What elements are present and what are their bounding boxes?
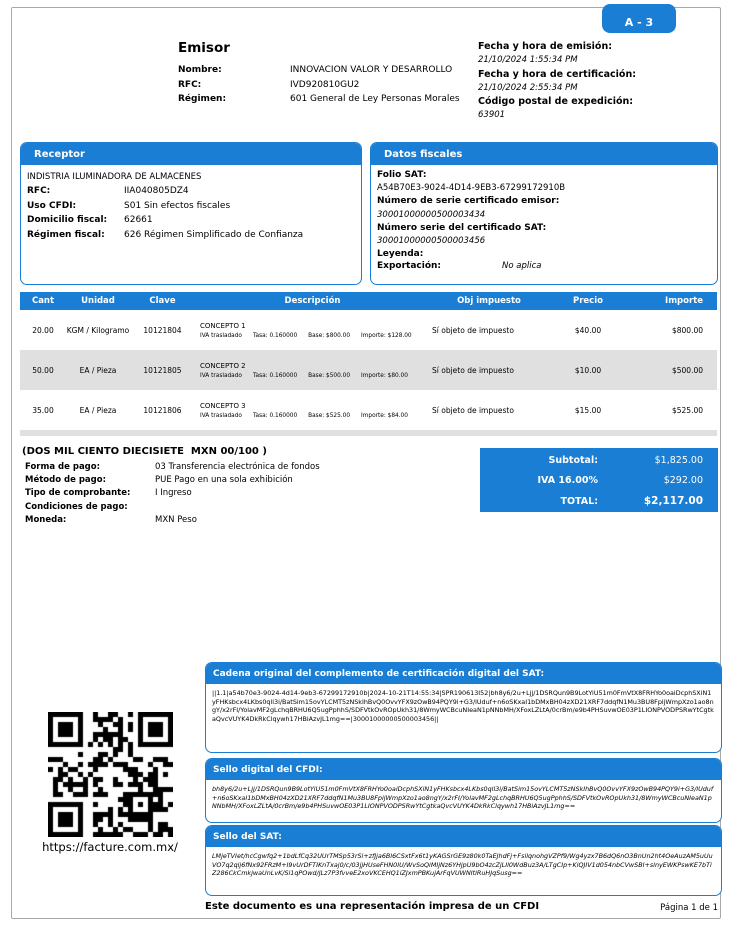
tax-base: Base: $525.00 [308,412,351,419]
subtotal-label: Subtotal: [548,454,598,466]
cell-unidad: EA / Pieza [79,365,117,375]
codigo-postal-value: 63901 [478,110,506,120]
cadena-original-content: ||1.1|a54b70e3-9024-4d14-9eb3-67299172910b|2024-10-21T14:55:34|SPR190613I52|bh8y6/2u+Ljj/1DSRQun9B9LotYiU51m0FmVtX8FRHYo0oaiDcphSXiN1yFHKsbcx4LKbs0qll3i/BatSim15ovYLCMT5zNSkIhBvQ0OvvYFX9zOwB94PQY9i+G3/lUduf+n6oSKxaI1bDMxBH04zXD21XRF7ddqfN1Mu3BU8FpijWmpXzo1ao8ngY/x2rFI/YolavMF2gLchqBRHU6Q5ugPphhS/SDFVtkOvROpUkh31/8WmyWCBcuNIeaN1pNNbMH/XFoxLZLtA/0crBm/e9b4PHSuvwOE03P1LIONPVODPSRwYtCgtkaQvcVUYK4DkRkClqywh17HBiAzvJL1mg==|30001000000500003456|| [212,689,714,723]
cell-precio: $10.00 [574,365,602,375]
serie-sat-value: 30001000000500003456 [377,236,486,247]
concepto-name: CONCEPTO 2 [200,361,246,370]
emisor-regimen-row [178,92,468,107]
tax-detail-line [200,373,430,379]
leyenda-label: Leyenda: [377,249,424,260]
concepto-name: CONCEPTO 3 [200,401,246,410]
datos-fiscales-header: Datos fiscales [371,143,717,165]
tax-rate: Tasa: 0.160000 [252,412,298,419]
iva-value: $292.00 [663,475,703,487]
table-header-row [20,292,717,310]
fecha-certificacion-value: 21/10/2024 2:55:34 PM [478,82,578,93]
cell-obj-impuesto: Sí objeto de impuesto [432,365,514,375]
verification-url-link[interactable]: https://facture.com.mx/ [42,840,178,854]
col-header-obj-impuesto: Obj impuesto [457,296,521,306]
concepto-name: CONCEPTO 1 [200,321,246,330]
forma-pago-row [25,461,465,474]
serie-folio-badge: A - 3 [602,4,676,33]
field-value: IIA040805DZ4 [124,186,189,196]
cell-descripcion [195,402,430,419]
cell-clave: 10121804 [143,325,182,335]
tax-name: IVA trasladado [200,332,242,339]
tax-amount: Importe: $128.00 [361,332,412,339]
folio-sat-value: A54B70E3-9024-4D14-9EB3-67299172910B [377,183,566,194]
table-row [20,390,717,430]
table-row [20,350,717,390]
field-label: Tipo de comprobante: [25,488,131,499]
col-header-precio: Precio [573,296,603,306]
tax-base: Base: $800.00 [308,332,351,339]
field-label: Uso CFDI: [27,200,77,211]
field-value: 62661 [124,215,153,225]
field-value: S01 Sin efectos fiscales [124,200,231,211]
field-value: 03 Transferencia electrónica de fondos [155,462,320,472]
qr-code [48,712,173,837]
field-label: Forma de pago: [25,462,100,472]
codigo-postal-label: Código postal de expedición: [478,96,634,107]
iva-label: IVA 16.00% [537,475,598,487]
field-label: Régimen: [178,94,227,104]
emisor-rfc-row [178,78,468,93]
cell-precio: $15.00 [574,405,602,415]
tax-detail-line [200,413,430,419]
cadena-original-box [205,662,722,753]
cell-unidad: EA / Pieza [79,405,117,415]
col-header-unidad: Unidad [81,296,115,306]
cell-cant: 20.00 [32,325,54,335]
iva-row [480,471,718,492]
receptor-uso-cfdi-row [27,199,353,214]
total-row [480,491,718,512]
moneda-row [25,514,465,527]
cell-importe: $800.00 [671,325,703,335]
field-value: 626 Régimen Simplificado de Confianza [124,229,304,240]
cell-importe: $525.00 [671,405,703,415]
cell-cant: 35.00 [32,405,54,415]
footer-disclaimer: Este documento es una representación impresa de un CFDI [205,901,540,912]
subtotal-value: $1,825.00 [654,454,703,466]
cell-unidad: KGM / Kilogramo [66,325,130,335]
receptor-box [20,142,362,285]
col-header-importe: Importe [665,296,703,306]
exportacion-label: Exportación: [377,261,442,272]
sello-sat-content: LMjeTVIet/hcCgwfq2+1bdLfCq32UUrTMSp53rSi+zfJja6Bl6CSxtFx6t1yKAGSrGE9z80k0TaEJhdFj+FsilqnohgVZPf9/Wg4yzx7B6dQ6nO3BnUn2ht4OeAuzAM5uUuVO7q2qij6fNx92FRzM+I9vUrDFTIKnTxaj0/c/03jjHUseFHN0IU/WvSoQiMIjNz6YHjpU9bO4zcZjLIl0WdBuz3A/LTgCIp+KiQJIV1d054nbCVwSBI+slnyEWKPswKE7bTiZ286CkCmkjwaUnLvK/Si1qPOwd/jLz7P3fvveE2xoVKCEHQ1iZJxmPBKujArFqVUWNItiRuHJqSusg== [212,852,713,878]
col-header-clave: Clave [149,296,176,306]
tax-amount: Importe: $84.00 [361,412,408,419]
tax-amount: Importe: $80.00 [361,372,408,379]
datos-fiscales-box [370,142,718,285]
field-value: IVD920810GU2 [290,79,360,90]
serie-emisor-value: 30001000000500003434 [377,209,486,220]
cell-cant: 50.00 [32,365,54,375]
totals-box [480,448,718,512]
sello-cfdi-content: bh8y6/2u+Ljj/1DSRQun9B9LotYiU51m0FmVtX8FRHYo0oaiDcphSXiN1yFHKsbcx4LKbs0qll3i/BatSim15ovYLCMT5zNSkIhBvQ0OvvYFX9zOwB94PQY9i+G3/lUduf+n6oSKxaI1bDMxBH04zXD21XRF7ddqfN1Mu3BU8FpijWmpXzo1ao8ngY/x2rFI/YolavMF2gLchqBRHU6Q5ugPphhS/SDFVtkOvROpUkh31/8WmyWCBcuNIeaN1pNNbMH/XFoxLZLtA/0crBm/e9b4PHSuvwOE03P1LIONPVODPSRwYtCgtkaQvcVUYK4DkRkClqywh17HBiAzvJL1mg== [212,785,714,811]
folio-sat-label: Folio SAT: [377,170,427,180]
tax-name: IVA trasladado [200,412,242,419]
tax-rate: Tasa: 0.160000 [252,372,298,379]
amount-in-words: (DOS MIL CIENTO DIECISIETE MXN 00/100 ) [22,446,267,457]
table-footer-strip [20,430,717,436]
field-value: 601 General de Ley Personas Morales [290,94,460,104]
cell-clave: 10121806 [143,405,182,415]
field-value: PUE Pago en una sola exhibición [155,475,293,486]
field-value: MXN Peso [155,514,197,525]
exportacion-value: No aplica [502,261,542,272]
cell-precio: $40.00 [574,325,602,335]
fecha-emision-label: Fecha y hora de emisión: [478,41,613,52]
field-label: Régimen fiscal: [27,229,105,240]
emisor-section [178,40,468,107]
payment-section [25,461,465,527]
tax-detail-line [200,333,430,339]
field-label: RFC: [27,186,51,196]
col-header-cant: Cant [31,296,55,306]
field-label: Método de pago: [25,475,106,486]
cell-obj-impuesto: Sí objeto de impuesto [432,405,514,415]
tax-base: Base: $500.00 [308,372,351,379]
subtotal-row [480,450,718,471]
datos-fiscales-body [371,165,717,271]
receptor-header: Receptor [21,143,361,165]
dates-section [478,40,723,123]
cell-descripcion [195,362,430,379]
emisor-nombre-row [178,63,468,78]
tax-name: IVA trasladado [200,372,242,379]
receptor-name: INDISTRIA ILUMINADORA DE ALMACENES [27,172,202,182]
receptor-body [21,165,361,242]
tax-rate: Tasa: 0.160000 [252,332,298,339]
field-label: Moneda: [25,514,67,525]
col-header-descripcion: Descripción [284,296,341,306]
sello-sat-header: Sello del SAT: [206,826,721,847]
field-value: INNOVACION VALOR Y DESARROLLO [290,65,453,75]
field-label: RFC: [178,79,202,90]
cell-descripcion [195,322,430,339]
condiciones-pago-row [25,501,465,514]
cell-importe: $500.00 [671,365,703,375]
total-value: $2,117.00 [643,495,703,508]
cadena-original-header: Cadena original del complemento de certificación digital del SAT: [206,663,721,684]
total-label: TOTAL: [560,495,598,507]
tipo-comprobante-row [25,487,465,500]
sello-cfdi-box [205,758,722,823]
page-number: Página 1 de 1 [660,903,718,913]
sello-sat-box [205,825,722,896]
table-row [20,310,717,350]
cell-clave: 10121805 [143,365,182,375]
metodo-pago-row [25,474,465,487]
serie-sat-label: Número serie del certificado SAT: [377,222,547,233]
exportacion-row [377,261,709,271]
fecha-emision-value: 21/10/2024 1:55:34 PM [478,55,578,65]
receptor-regimen-row [27,228,353,243]
field-value: I Ingreso [155,488,192,499]
serie-emisor-label: Número de serie certificado emisor: [377,196,560,207]
emisor-title: Emisor [178,40,230,56]
receptor-domicilio-row [27,213,353,228]
fecha-certificacion-label: Fecha y hora de certificación: [478,68,637,80]
field-label: Domicilio fiscal: [27,215,108,225]
field-label: Nombre: [178,65,222,75]
sello-cfdi-header: Sello digital del CFDI: [206,759,721,780]
field-label: Condiciones de pago: [25,501,128,512]
items-table [20,292,717,436]
cell-obj-impuesto: Sí objeto de impuesto [432,325,514,335]
receptor-rfc-row [27,184,353,199]
